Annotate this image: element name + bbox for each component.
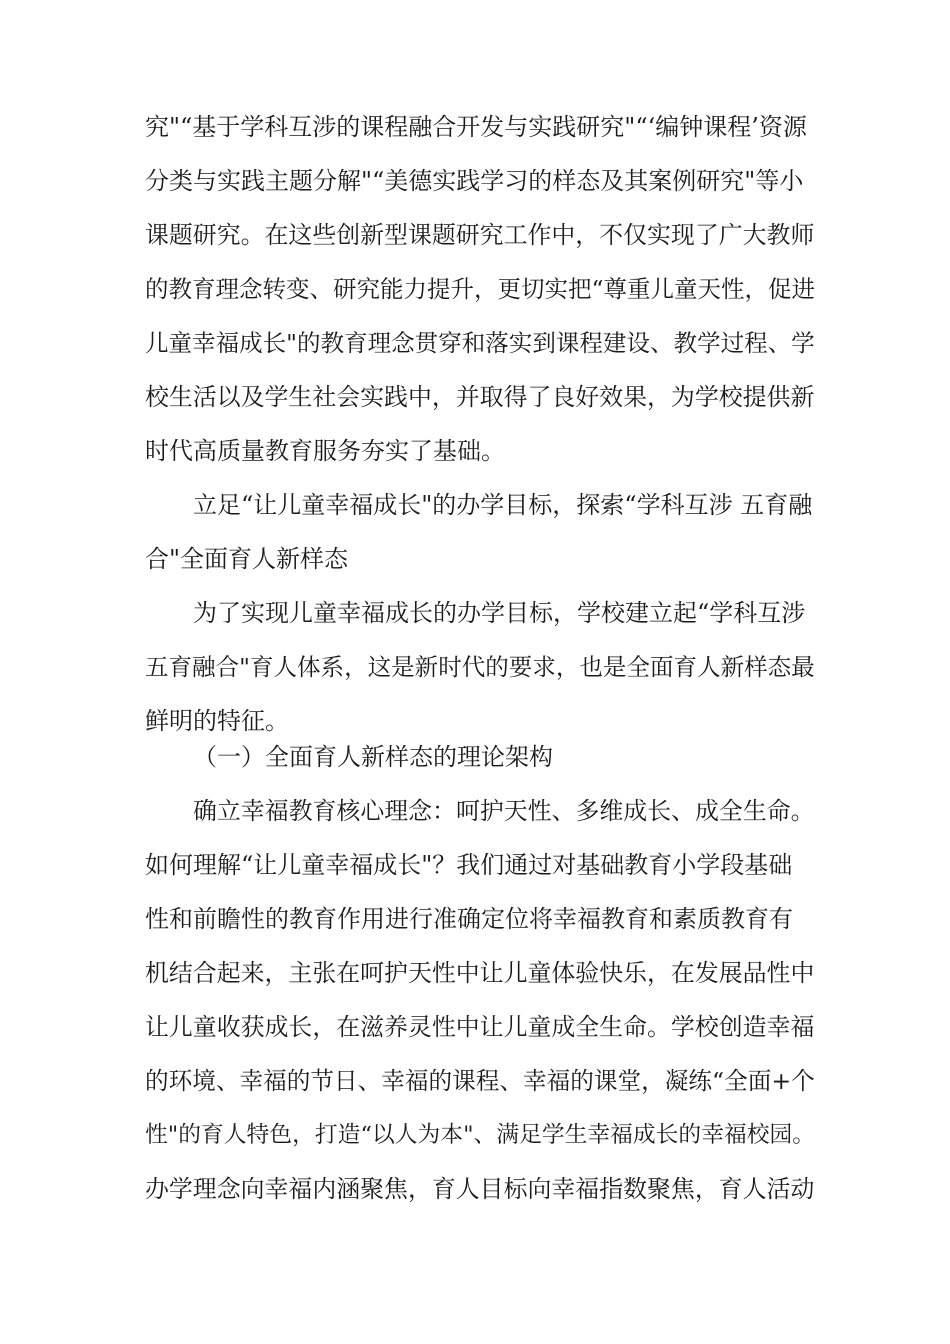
body-text-line: 校生活以及学生社会实践中，并取得了良好效果，为学校提供新 — [145, 383, 815, 411]
body-text-line: 分类与实践主题分解"“美德实践学习的样态及其案例研究"等小 — [145, 167, 804, 195]
body-text-line: 五育融合"育人体系，这是新时代的要求，也是全面育人新样态最 — [145, 653, 815, 681]
body-text-line: 儿童幸福成长"的教育理念贯穿和落实到课程建设、教学过程、学 — [145, 329, 815, 357]
section-heading-line: 立足“让儿童幸福成长"的办学目标，探索“学科互涉 五育融 — [193, 491, 813, 519]
body-text-line: 鲜明的特征。 — [145, 707, 289, 735]
body-text-line: 性和前瞻性的教育作用进行准确定位将幸福教育和素质教育有 — [145, 905, 793, 933]
body-text-line: 让儿童收获成长，在滋养灵性中让儿童成全生命。学校创造幸福 — [145, 1013, 815, 1041]
body-text-line: 如何理解“让儿童幸福成长"？我们通过对基础教育小学段基础 — [145, 851, 793, 879]
body-text-line: 性"的育人特色，打造“以人为本"、满足学生幸福成长的幸福校园。 — [145, 1122, 816, 1148]
body-text-line: 时代高质量教育服务夯实了基础。 — [145, 437, 505, 465]
body-text-line: 办学理念向幸福内涵聚焦，育人目标向幸福指数聚焦，育人活动 — [145, 1175, 815, 1203]
body-text-line: 课题研究。在这些创新型课题研究工作中，不仅实现了广大教师 — [145, 221, 815, 249]
body-text-line: 究"“基于学科互涉的课程融合开发与实践研究"“‘编钟课程’资源 — [145, 113, 807, 141]
body-text-line: 的教育理念转变、研究能力提升，更切实把“尊重儿童天性，促进 — [145, 275, 816, 303]
body-text-line: 机结合起来，主张在呵护天性中让儿童体验快乐，在发展品性中 — [145, 959, 815, 987]
body-text-line: 确立幸福教育核心理念：呵护天性、多维成长、成全生命。 — [193, 797, 815, 825]
body-text-line: 的环境、幸福的节日、幸福的课程、幸福的课堂，凝练“全面+个 — [145, 1067, 815, 1095]
subsection-heading: （一）全面育人新样态的理论架构 — [193, 743, 553, 771]
section-heading-line: 合"全面育人新样态 — [145, 545, 349, 573]
body-text-line: 为了实现儿童幸福成长的办学目标，学校建立起“学科互涉 — [193, 599, 806, 627]
